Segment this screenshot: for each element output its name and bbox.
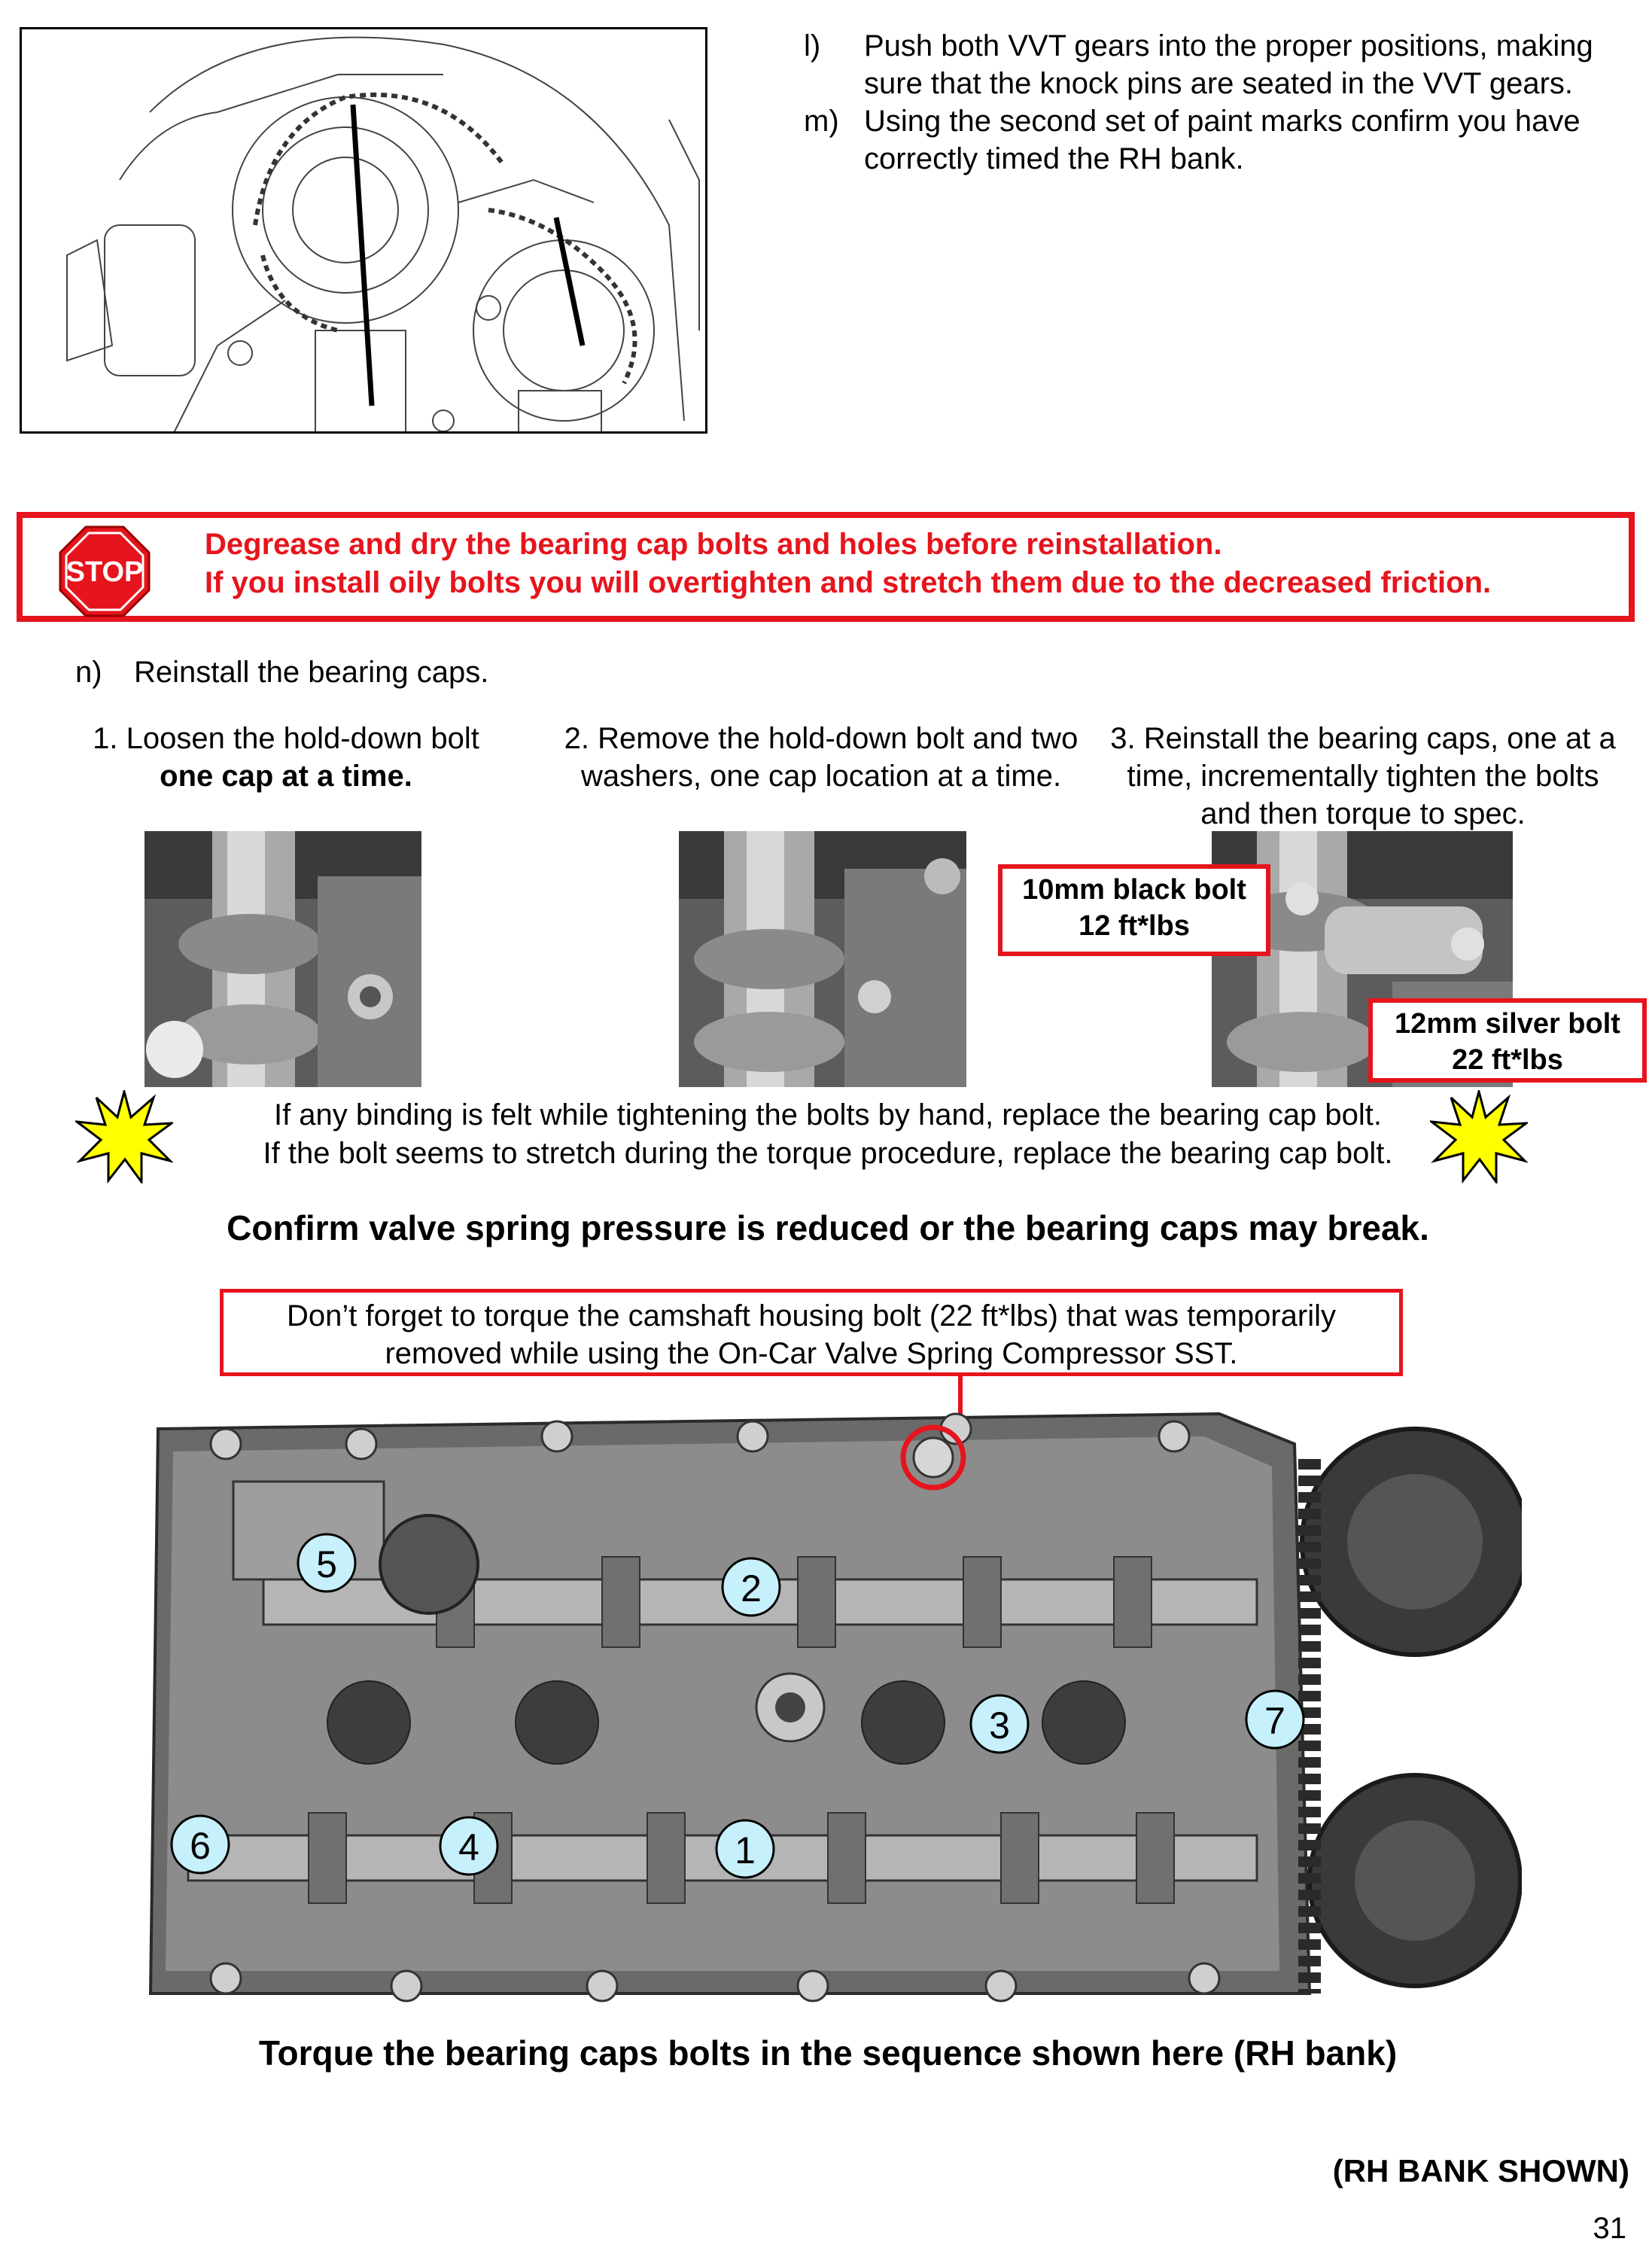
torque-sequence-caption: Torque the bearing caps bolts in the sequence shown here (RH bank) xyxy=(258,2033,1398,2073)
dont-forget-line2: removed while using the On-Car Valve Spring Compressor SST. xyxy=(385,1337,1238,1370)
binding-note-line1: If any binding is felt while tightening the bolts by hand, replace the bearing cap bolt. xyxy=(273,1098,1383,1132)
sub-step-3: 3. Reinstall the bearing caps, one at a time, incrementally tighten the bolts and then torque to spec. xyxy=(1110,722,1616,830)
step-l xyxy=(804,27,1624,102)
rh-bank-shown-label: (RH BANK SHOWN) xyxy=(1332,2153,1629,2188)
starburst-right-icon xyxy=(1430,1090,1528,1183)
sequence-badge-6 xyxy=(172,1816,229,1873)
page-number: 31 xyxy=(1593,2212,1626,2245)
photo-remove-bolt xyxy=(679,831,966,1087)
sub-step-2: 2. Remove the hold-down bolt and two washers, one cap location at a time. xyxy=(564,722,1079,793)
callout-silver-bolt-line1: 12mm silver bolt xyxy=(1395,1008,1620,1040)
dont-forget-box xyxy=(220,1289,1403,1376)
stop-warning-text xyxy=(205,525,1635,602)
stop-sign-icon xyxy=(59,525,151,617)
sequence-number-1: 1 xyxy=(735,1829,756,1872)
sequence-badge-7 xyxy=(1246,1691,1304,1748)
callout-black-bolt xyxy=(998,864,1270,956)
step-l-text: Push both VVT gears into the proper positions, making sure that the knock pins are seated in the VVT gears. xyxy=(864,29,1593,100)
binding-note-line2: If the bolt seems to stretch during the torque procedure, replace the bearing cap bolt. xyxy=(263,1137,1393,1170)
sequence-badge-1 xyxy=(716,1820,774,1878)
cylinder-head-photo xyxy=(135,1399,1522,2027)
sequence-number-5: 5 xyxy=(316,1543,337,1585)
sequence-number-7: 7 xyxy=(1264,1700,1285,1742)
step-m-text: Using the second set of paint marks confirm you have correctly timed the RH bank. xyxy=(864,105,1581,175)
steps-l-m xyxy=(804,27,1624,178)
sub-step-1-text: 1. Loosen the hold-down bolt xyxy=(93,722,479,755)
callout-black-bolt-line1: 10mm black bolt xyxy=(1022,874,1246,906)
stop-warning-line1: Degrease and dry the bearing cap bolts and holes before reinstallation. xyxy=(205,528,1222,561)
callout-silver-bolt-line2: 22 ft*lbs xyxy=(1452,1044,1563,1076)
callout-silver-bolt xyxy=(1368,998,1647,1083)
timing-chain-line-drawing xyxy=(20,27,707,434)
step-l-label: l) xyxy=(804,29,821,62)
sub-step-1 xyxy=(53,720,519,795)
step-n-text: Reinstall the bearing caps. xyxy=(134,656,489,689)
sequence-badge-4 xyxy=(440,1817,497,1875)
step-n xyxy=(75,653,488,691)
step-n-label: n) xyxy=(75,656,102,689)
stop-warning-line2: If you install oily bolts you will overtighten and stretch them due to the decreased friction. xyxy=(205,566,1492,599)
sequence-badge-2 xyxy=(723,1558,780,1616)
step-m xyxy=(804,102,1624,178)
confirm-valve-spring-text: Confirm valve spring pressure is reduced or the bearing caps may break. xyxy=(227,1208,1429,1247)
sequence-number-2: 2 xyxy=(741,1567,762,1610)
callout-black-bolt-line2: 12 ft*lbs xyxy=(1079,910,1190,942)
sequence-badge-5 xyxy=(298,1534,355,1591)
photo-loosen-bolt xyxy=(145,831,421,1087)
sequence-number-6: 6 xyxy=(190,1825,211,1867)
starburst-left-icon xyxy=(75,1090,173,1183)
dont-forget-line1: Don’t forget to torque the camshaft housing bolt (22 ft*lbs) that was temporarily xyxy=(286,1299,1337,1333)
step-m-label: m) xyxy=(804,105,839,138)
stop-sign-text: STOP xyxy=(65,556,144,589)
sequence-number-4: 4 xyxy=(458,1826,479,1869)
sequence-number-3: 3 xyxy=(989,1704,1010,1747)
sequence-badge-3 xyxy=(971,1695,1028,1753)
binding-note xyxy=(181,1096,1475,1173)
sub-step-1-emphasis: one cap at a time. xyxy=(160,760,412,793)
